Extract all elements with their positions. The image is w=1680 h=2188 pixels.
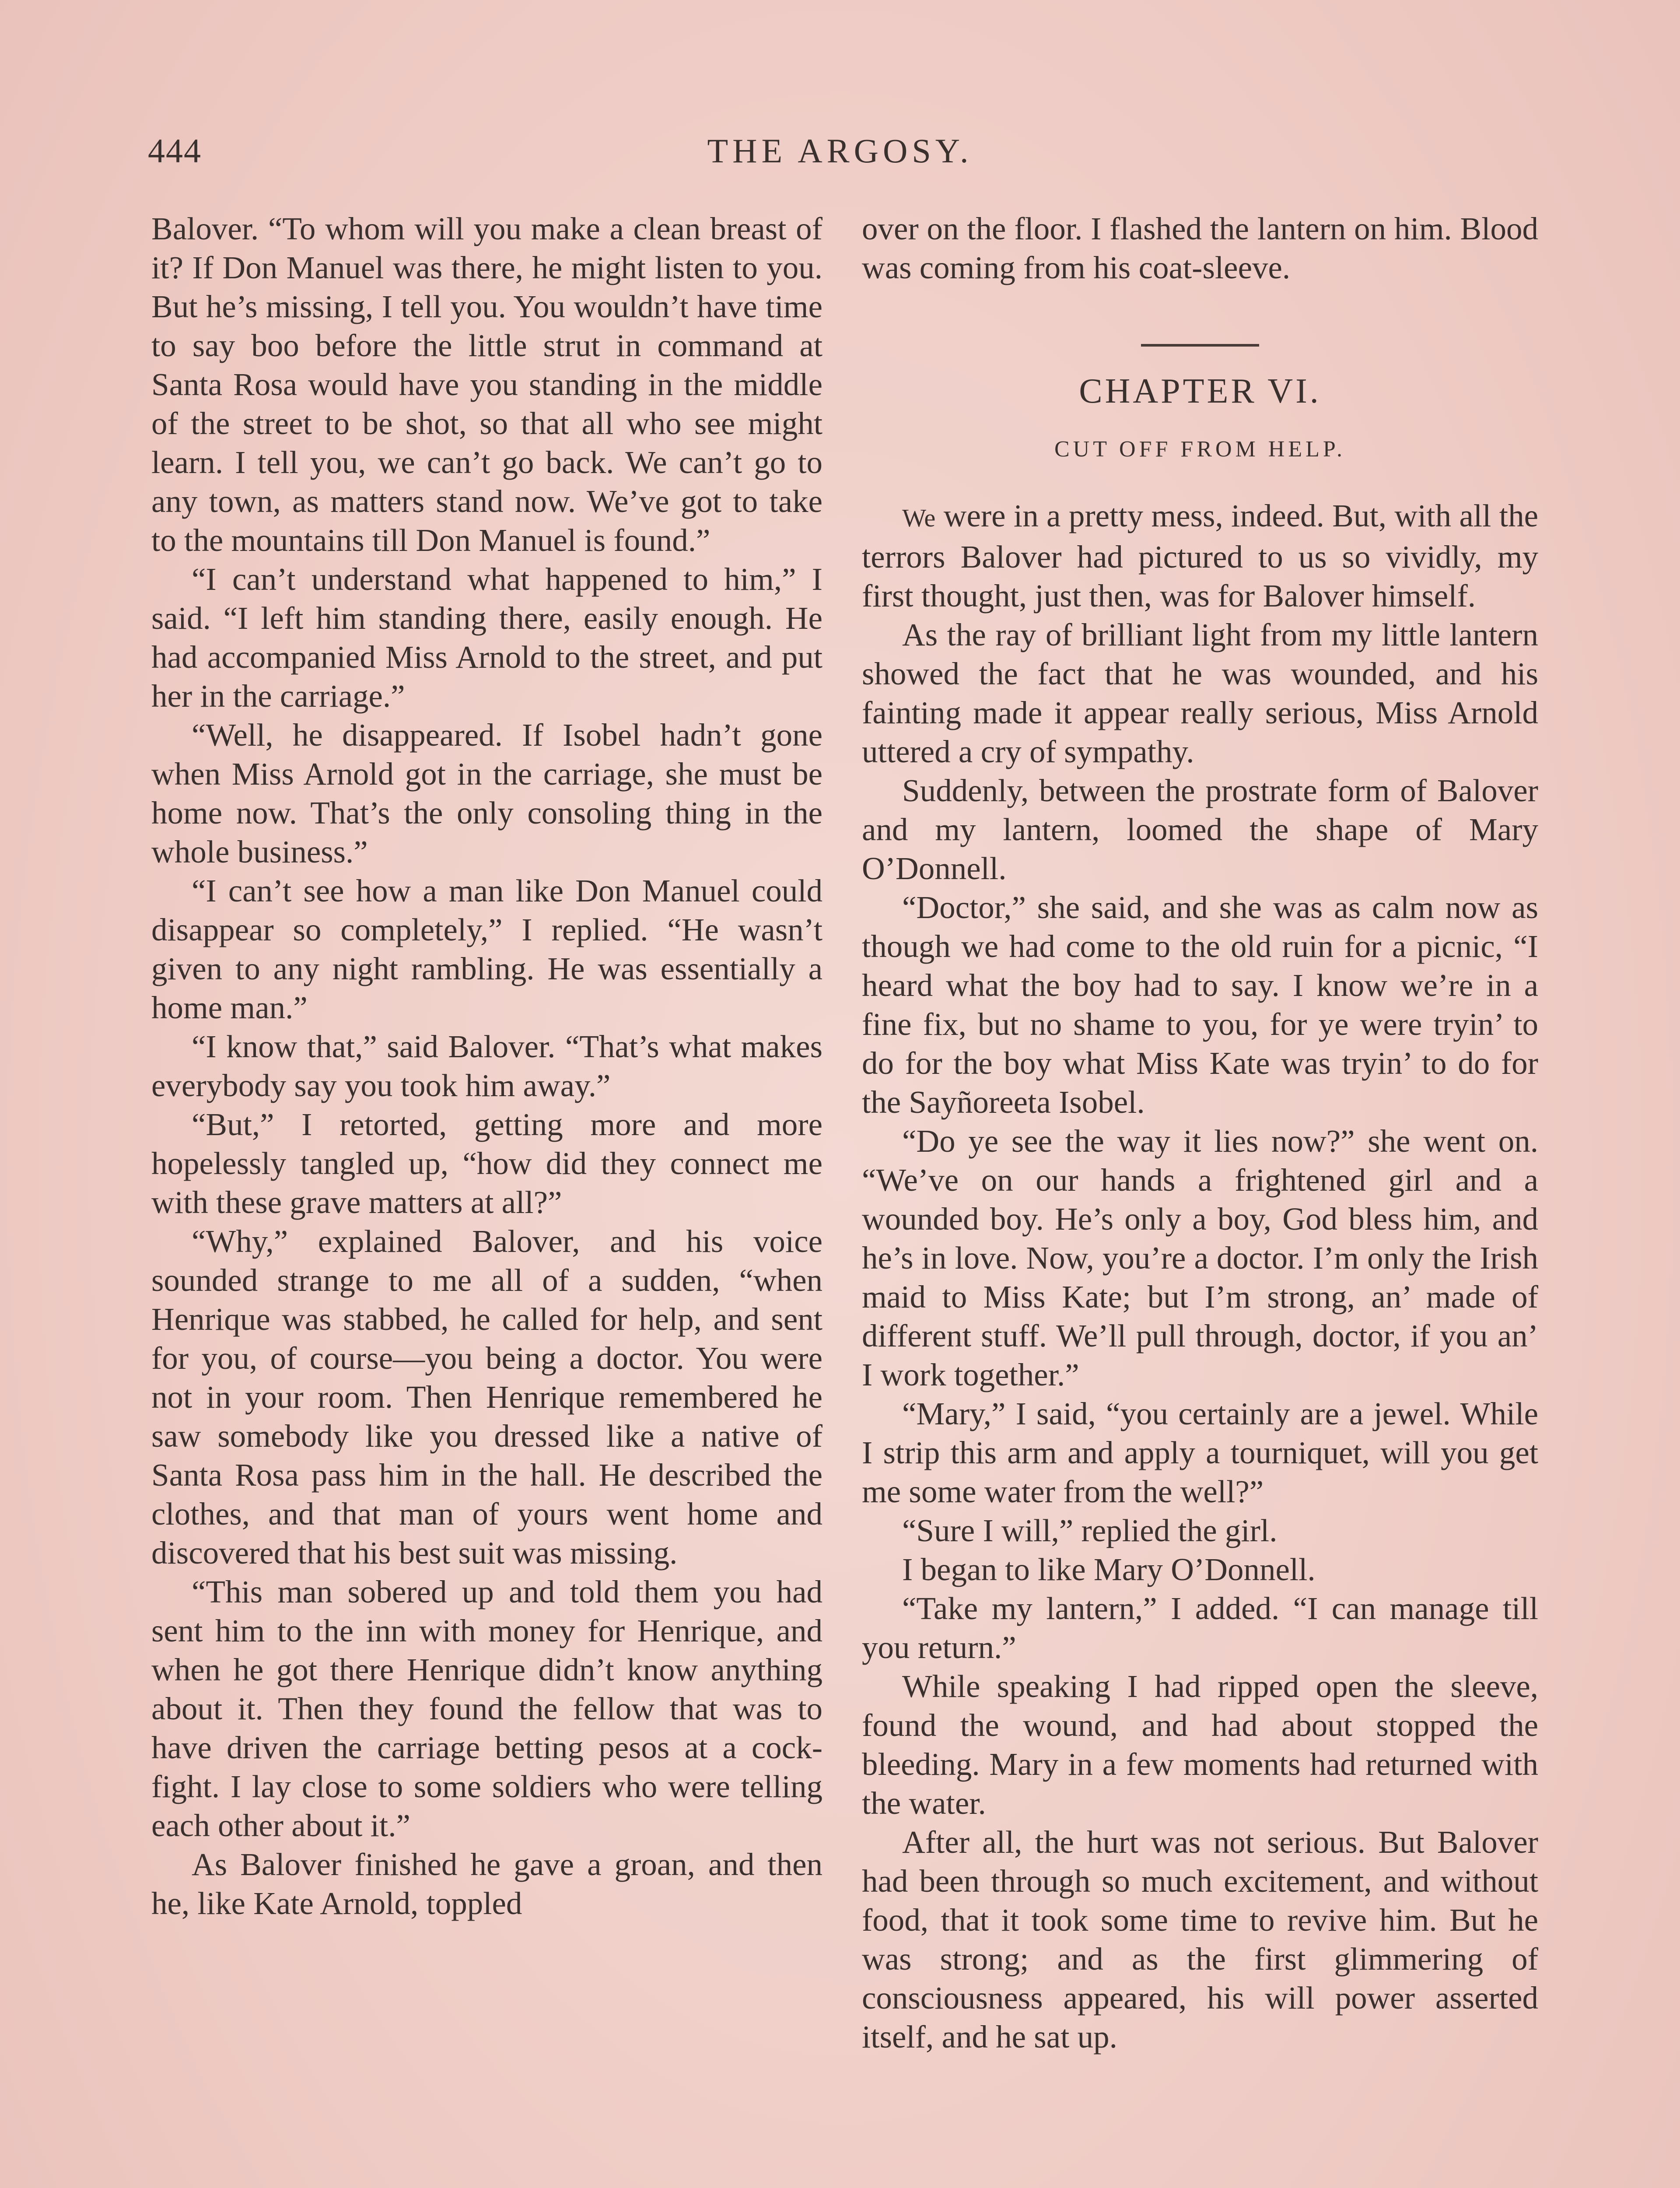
paragraph: I began to like Mary O’Donnell. [902,1552,1316,1587]
small-caps-opening-word: We [902,504,936,532]
section-divider [1141,344,1259,347]
paragraph: “Doctor,” she said, and she was as calm now as though we had come to the old ruin for a picnic, “I heard what the boy had to say. I know we’re in a fine fix, but no shame to you, for ye were tryin’ to do for the boy what Miss Kate was tryin’ to do for the Sayñoreeta Isobel. [862,890,1538,1120]
chapter-title: CHAPTER VI. [1079,372,1321,410]
paragraph: As the ray of brilliant light from my little lantern showed the fact that he was wounded, and his fainting made it appear really serious, Miss Arnold uttered a cry of sympathy. [862,617,1538,769]
chapter-opening-paragraph [862,496,1538,615]
paragraph: “I can’t see how a man like Don Manuel could disappear so completely,” I replied. “He wasn’t given to any night rambling. He was essentially a home man.” [151,873,822,1025]
paragraph: “Sure I will,” replied the girl. [902,1513,1278,1548]
running-title: THE ARGOSY. [707,132,973,170]
paragraph-text: were in a pretty mess, indeed. But, with all the terrors Balover had pictured to us so vividly, my first thought, just then, was for Balover himself. [862,498,1538,614]
paragraph: Balover. “To whom will you make a clean breast of it? If Don Manuel was there, he might listen to you. But he’s missing, I tell you. You wouldn’t have time to say boo before the little strut in command at Santa Rosa would have you standing in the middle of the street to be shot, so that all who see might learn. I tell you, we can’t go back. We can’t go to any town, as matters stand now. We’ve got to take to the mountains till Don Manuel is found.” [151,211,822,558]
page-header [0,131,1680,179]
paragraph: “Well, he disappeared. If Isobel hadn’t gone when Miss Arnold got in the carriage, she must be home now. That’s the only consoling thing in the whole business.” [151,717,822,870]
paragraph: As Balover finished he gave a groan, and then he, like Kate Arnold, toppled [151,1847,822,1921]
paragraph: “I can’t understand what happened to him,” I said. “I left him standing there, easily enough. He had accompanied Miss Arnold to the street, and put her in the carriage.” [151,561,822,714]
paragraph: “But,” I retorted, getting more and more hopelessly tangled up, “how did they connect me with these grave matters at all?” [151,1107,822,1220]
paragraph: “Why,” explained Balover, and his voice sounded strange to me all of a sudden, “when Henrique was stabbed, he called for help, and sent for you, of course—you being a doctor. You were not in your room. Then Henrique remembered he saw somebody like you dressed like a native of Santa Rosa pass him in the hall. He described the clothes, and that man of yours went home and discovered that his best suit was missing. [151,1224,822,1571]
paragraph: Suddenly, between the prostrate form of Balover and my lantern, loomed the shape of Mary O’Donnell. [862,773,1538,886]
paragraph: While speaking I had ripped open the sleeve, found the wound, and had about stopped the bleeding. Mary in a few moments had returned with the water. [862,1669,1538,1821]
left-column [151,209,822,1923]
paragraph: “This man sobered up and told them you had sent him to the inn with money for Henrique, and when he got there Henrique didn’t know anything about it. Then they found the fellow that was to have driven the carriage betting pesos at a cock-fight. I lay close to some soldiers who were telling each other about it.” [151,1574,822,1843]
paragraph: over on the floor. I flashed the lantern on him. Blood was coming from his coat-sleeve. [862,211,1538,285]
chapter-subtitle: CUT OFF FROM HELP. [1054,437,1346,462]
paragraph: After all, the hurt was not serious. But Balover had been through so much excitement, and without food, that it took some time to revive him. But he was strong; and as the first glimmering of consciousness appeared, his will power asserted itself, and he sat up. [862,1824,1538,2055]
paragraph: “Mary,” I said, “you certainly are a jewel. While I strip this arm and apply a tourniquet, will you get me some water from the well?” [862,1396,1538,1509]
page-number: 444 [148,132,202,170]
paragraph: “I know that,” said Balover. “That’s what makes everybody say you took him away.” [151,1029,822,1103]
paragraph: “Do ye see the way it lies now?” she went on. “We’ve on our hands a frightened girl and a wounded boy. He’s only a boy, God bless him, and he’s in love. Now, you’re a doctor. I’m only the Irish maid to Miss Kate; but I’m strong, an’ made of different stuff. We’ll pull through, doctor, if you an’ I work together.” [862,1123,1538,1392]
paragraph: “Take my lantern,” I added. “I can manage till you return.” [862,1591,1538,1665]
right-column [862,209,1538,2056]
